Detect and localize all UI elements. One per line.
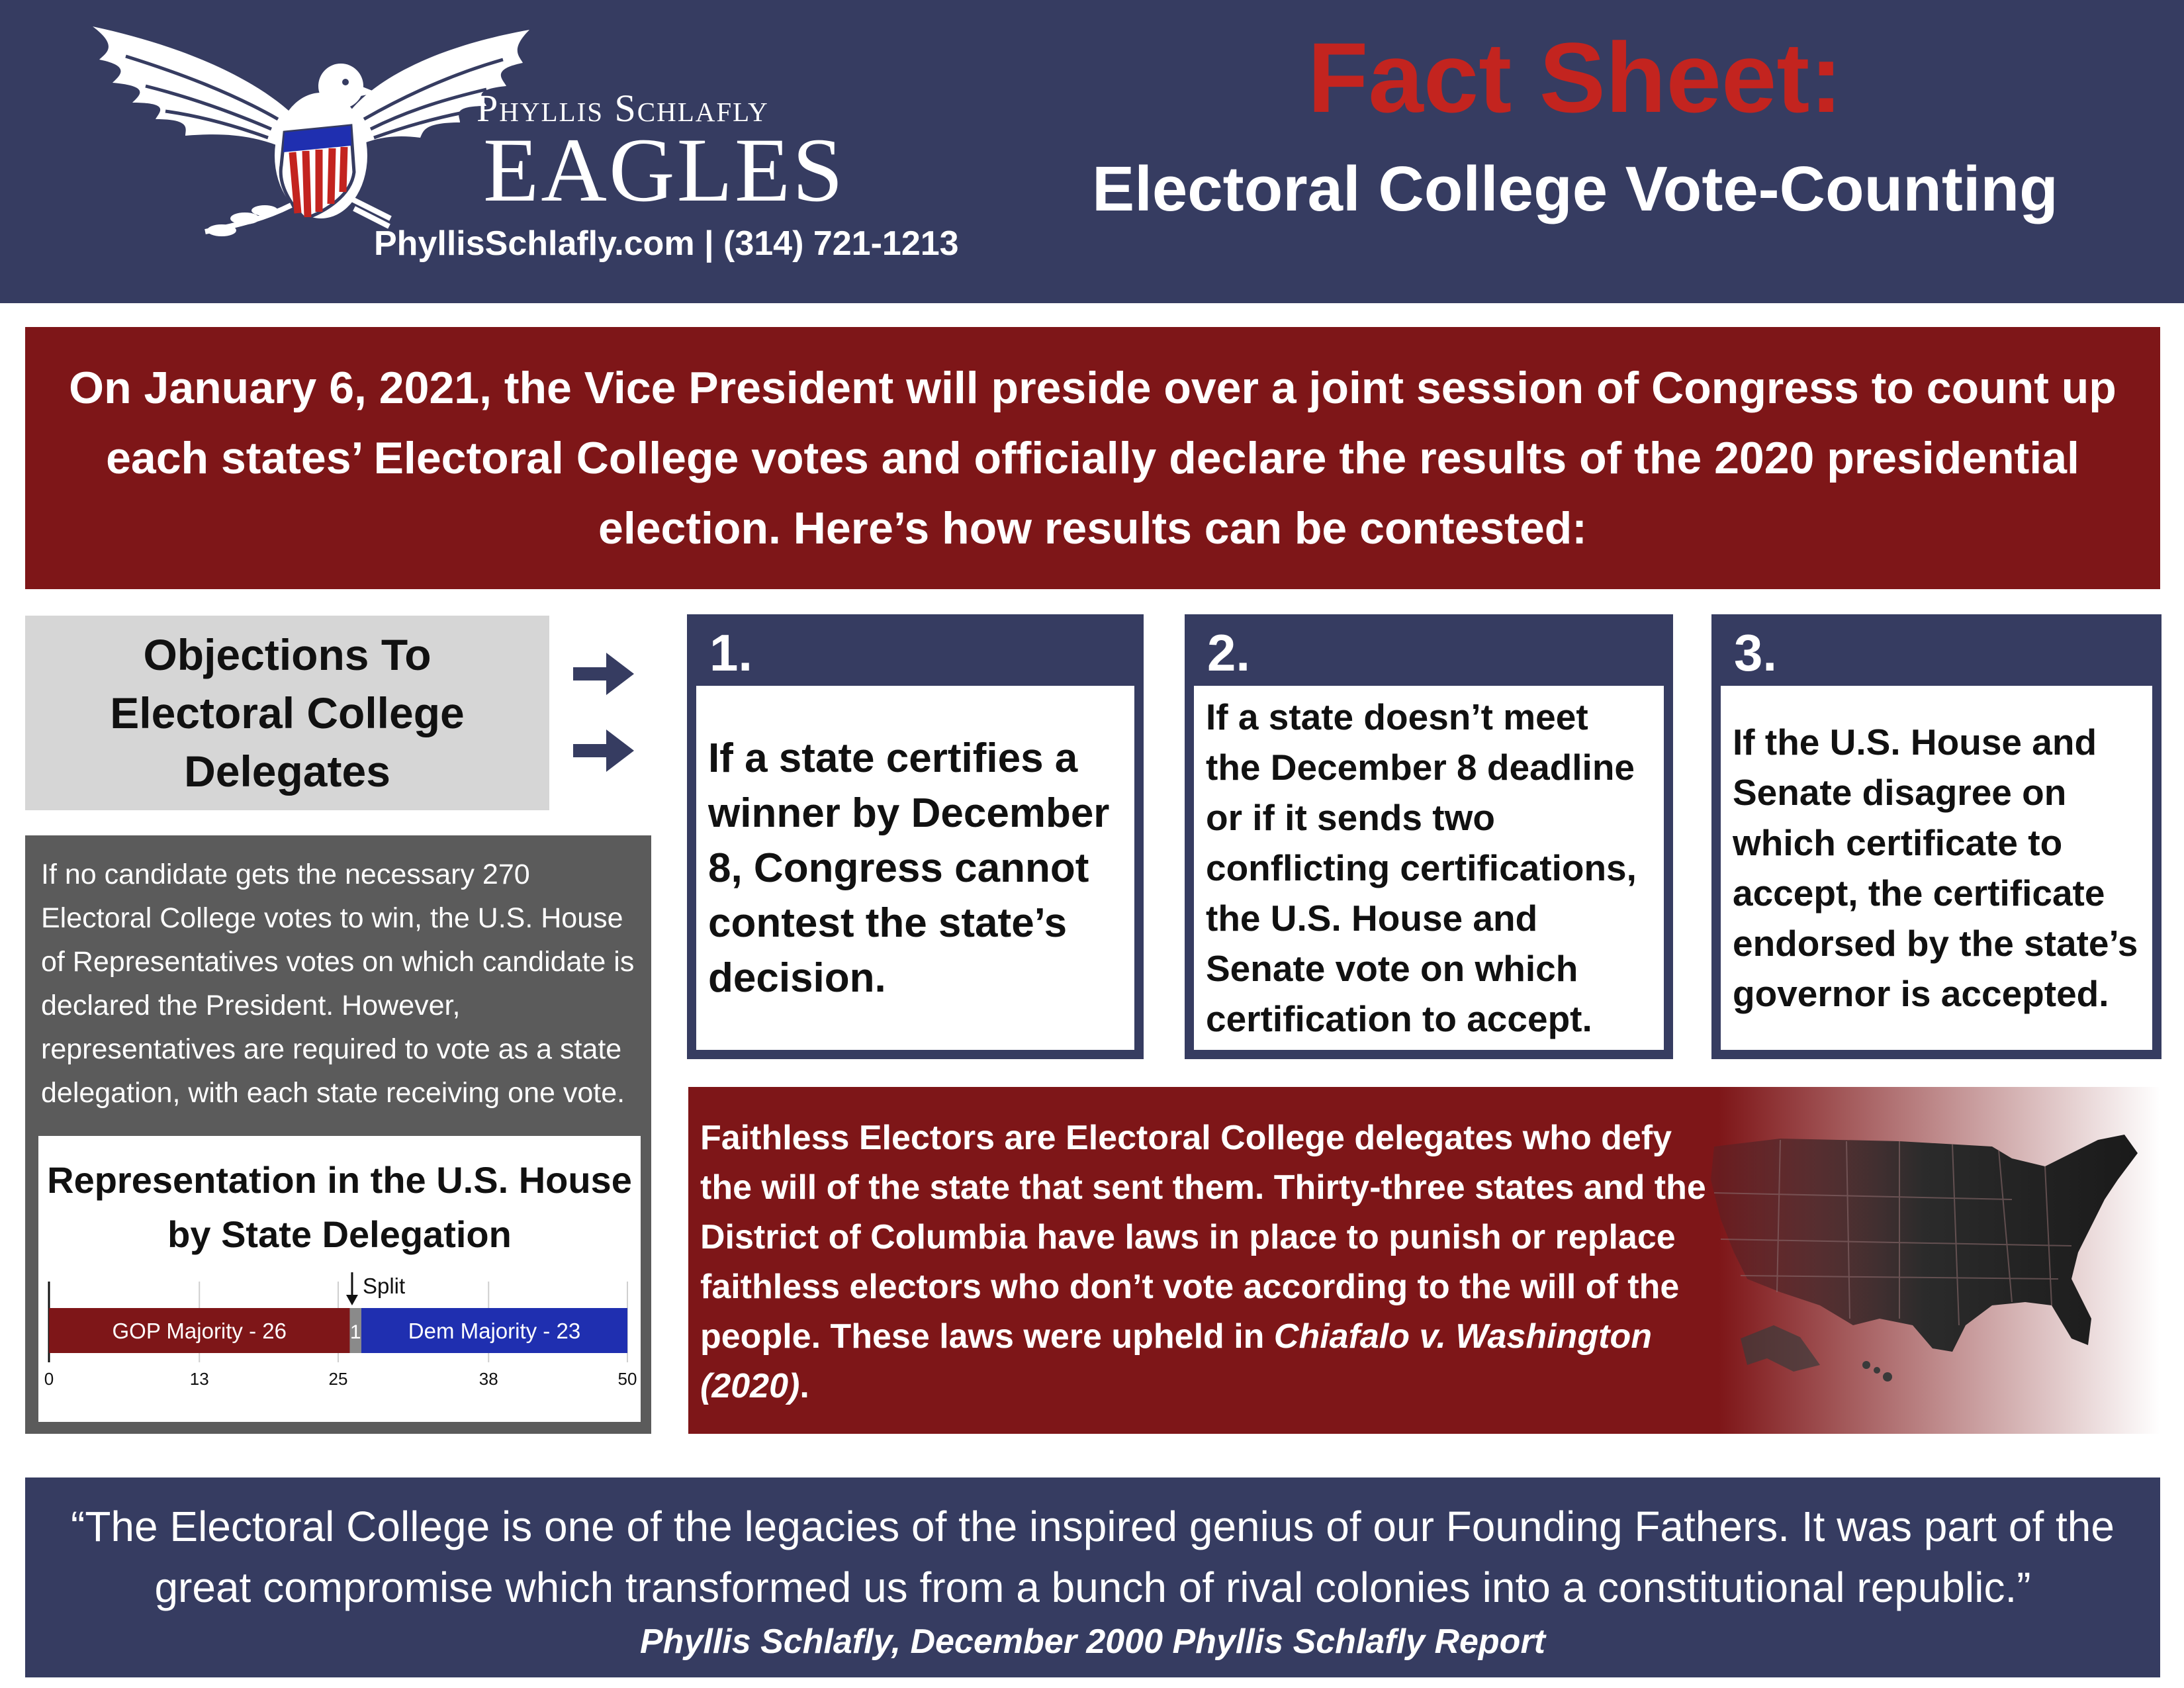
objections-box [25,616,549,810]
house-vote-text: If no candidate gets the necessary 270 Electoral College votes to win, the U.S. House of Representatives votes on which candidate is declared the President. However, representatives are required to vote as a state delegation, with each state receiving one vote. [41,859,635,1109]
page-subtitle: Electoral College Vote-Counting [1092,154,2058,224]
quote-text: “The Electoral College is one of the legacies of the inspired genius of our Founding Fathers. It was part of the great compromise which transformed us from a bunch of rival colonies into a constitutional republic.” [71,1503,2115,1611]
step-body [1194,686,1664,1050]
chart-tick-label: 38 [478,1369,498,1389]
brand-name-top: Phyllis Schlafly [477,87,769,130]
arrow-right-icon [573,724,637,777]
chart-title: Representation in the U.S. House by State Delegation [47,1159,632,1255]
chart-plot [38,1268,641,1422]
step-text: If the U.S. House and Senate disagree on which certificate to accept, the certificate endorsed by the state’s governor is accepted. [1733,722,2138,1014]
delegation-chart [38,1136,641,1422]
brand-name-main: EAGLES [483,119,845,220]
faithless-electors-panel [688,1087,2160,1434]
step-number: 2. [1207,624,1251,682]
intro-banner [25,327,2160,589]
step-number: 3. [1734,624,1778,682]
step-body [696,686,1134,1050]
brand-contact: PhyllisSchlafly.com | (314) 721-1213 [374,224,959,263]
court-case-name: Chiafalo v. Washington (2020) [700,1317,1652,1405]
step-body [1721,686,2152,1050]
eagle-logo [79,20,543,245]
step-text: If a state doesn’t meet the December 8 deadline or if it sends two conflicting certifications, the U.S. House and Senate vote on which certification to accept. [1206,696,1637,1039]
chart-tick-label: 25 [328,1369,348,1389]
chart-tick-label: 50 [617,1369,637,1389]
chart-tick-label: 13 [189,1369,209,1389]
header [0,0,2184,303]
split-arrow-head [346,1295,358,1305]
quote-citation: Phyllis Schlafly, December 2000 Phyllis Schlafly Report [640,1622,1545,1661]
faithless-end: . [799,1367,809,1405]
arrow-right-icon [573,647,637,700]
intro-text: On January 6, 2021, the Vice President will preside over a joint session of Congress to count up each states’ Electoral College votes and officially declare the results of the 2020 presidential election. Here’s how results can be contested: [69,363,2116,553]
objections-label: Objections To Electoral College Delegates [110,630,465,796]
step-text: If a state certifies a winner by December 8, Congress cannot contest the state’s decision. [708,735,1110,1001]
chart-bar-label: 1 [349,1321,361,1343]
us-map-illustration [1701,1127,2151,1391]
chart-bar-label: GOP Majority - 26 [112,1319,287,1343]
step-number: 1. [709,624,753,682]
quote-banner [25,1477,2160,1677]
step-card-1 [687,614,1144,1059]
step-card-3 [1711,614,2161,1059]
page-title: Fact Sheet: [1307,22,1843,133]
faithless-text [700,1113,1706,1411]
split-annotation: Split [362,1274,406,1298]
chart-bar-label: Dem Majority - 23 [408,1319,581,1343]
step-card-2 [1185,614,1673,1059]
chart-tick-label: 0 [44,1369,54,1389]
faithless-body: Faithless Electors are Electoral College delegates who defy the will of the state that sent them. Thirty-three states and the District of Columbia have laws in place to punish or replace faithless electors who don’t vote according to the will of the people. These laws were upheld in [700,1119,1706,1356]
